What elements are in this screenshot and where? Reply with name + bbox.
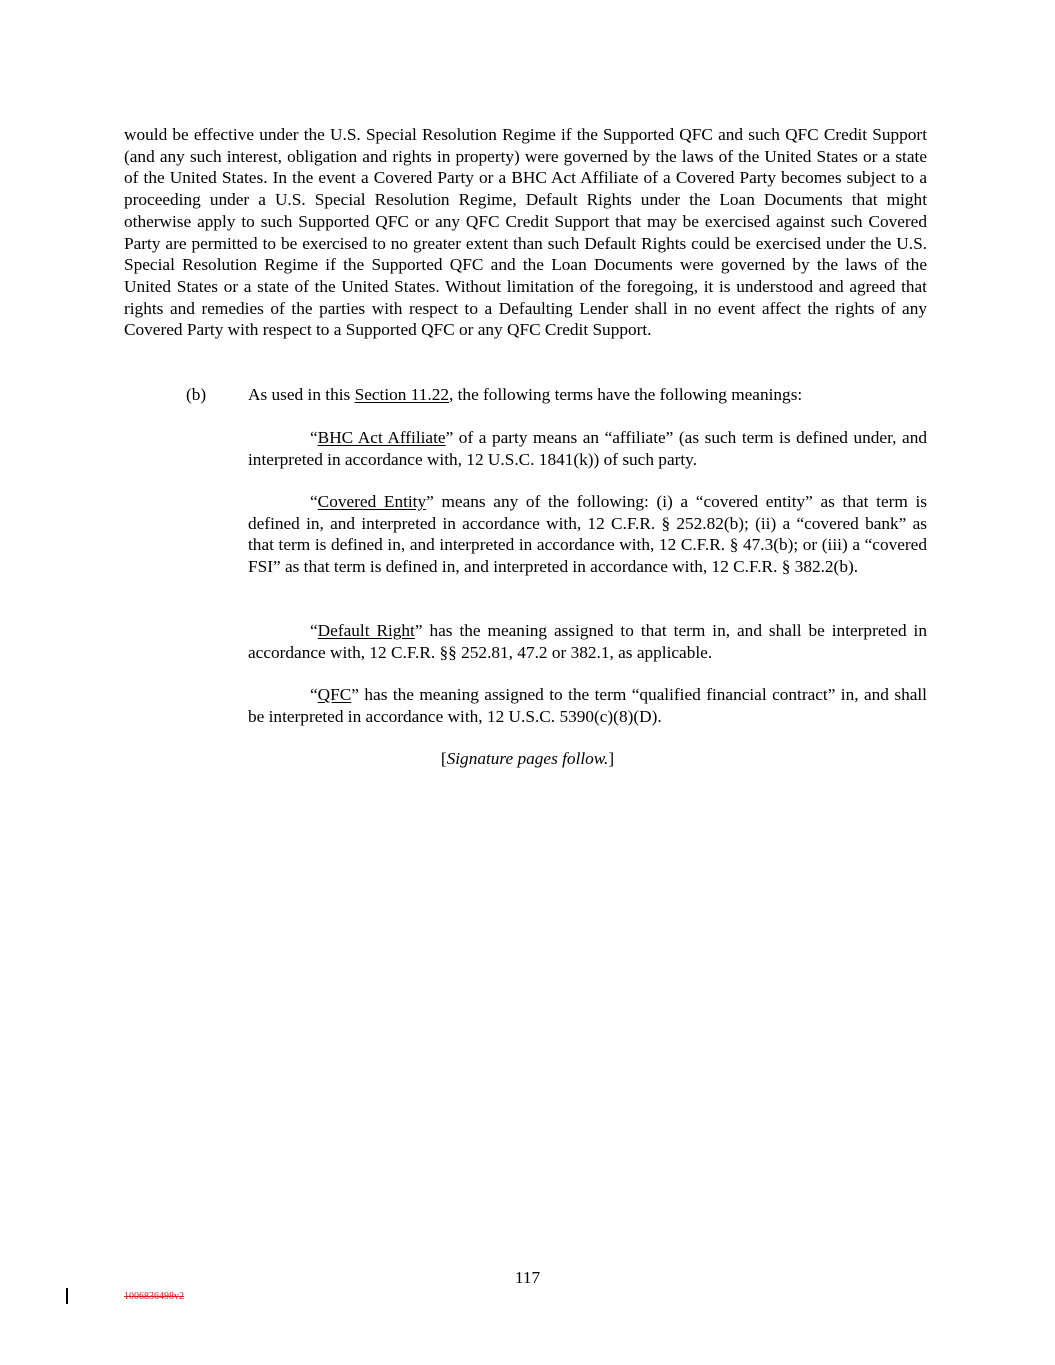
page-number: 117	[514, 1268, 541, 1287]
document-id: 1006836498v2	[124, 1291, 184, 1302]
subsection-marker: (b)	[186, 385, 207, 404]
definition-open-quote: “	[310, 685, 318, 704]
definition-term: QFC	[317, 685, 352, 704]
definition-body: ” has the meaning assigned to the term “qualified financial contract” in, and shall be interpreted in accordance with, 12 U.S.C. 5390(c)(8)(D).	[248, 685, 927, 726]
definition-qfc	[248, 684, 927, 727]
definition-open-quote: “	[310, 428, 318, 447]
signature-close-bracket: ]	[608, 749, 615, 768]
revision-change-bar	[66, 1288, 68, 1304]
subsection-text-after: , the following terms have the following meanings:	[448, 385, 803, 404]
subsection-text-before: As used in this	[248, 385, 355, 404]
definition-open-quote: “	[310, 621, 318, 640]
intro-paragraph: would be effective under the U.S. Special Resolution Regime if the Supported QFC and such QFC Credit Support (and any such interest, obligation and rights in property) were governed by the laws of the United States or a state of the United States. In the event a Covered Party or a BHC Act Affiliate of a Covered Party becomes subject to a proceeding under a U.S. Special Resolution Regime, Default Rights under the Loan Documents that might otherwise apply to such Supported QFC or any QFC Credit Support that may be exercised against such Covered Party are permitted to be exercised to no greater extent than such Default Rights could be exercised under the U.S. Special Resolution Regime if the Supported QFC and the Loan Documents were governed by the laws of the United States or a state of the United States. Without limitation of the foregoing, it is understood and agreed that rights and remedies of the parties with respect to a Defaulting Lender shall in no event affect the rights of any Covered Party with respect to a Supported QFC or any QFC Credit Support.	[124, 125, 927, 340]
signature-note-text: Signature pages follow.	[446, 749, 609, 768]
definition-term: Covered Entity	[317, 492, 427, 511]
definition-open-quote: “	[310, 492, 318, 511]
signature-open-bracket: [	[440, 749, 447, 768]
definition-default-right	[248, 620, 927, 663]
definition-body: ” has the meaning assigned to that term in, and shall be interpreted in accordance with, 12 C.F.R. §§ 252.81, 47.2 or 382.1, as applicable.	[248, 621, 927, 662]
definition-covered-entity	[248, 491, 927, 578]
definition-bhc-act-affiliate	[248, 427, 927, 470]
subsection-text	[248, 384, 802, 406]
definition-term: BHC Act Affiliate	[317, 428, 446, 447]
definition-body: ” of a party means an “affiliate” (as such term is defined under, and interpreted in accordance with, 12 U.S.C. 1841(k)) of such party.	[248, 428, 927, 469]
definition-term: Default Right	[317, 621, 415, 640]
definition-body: ” means any of the following: (i) a “covered entity” as that term is defined in, and interpreted in accordance with, 12 C.F.R. § 252.82(b); (ii) a “covered bank” as that term is defined in, and interpreted in accordance with, 12 C.F.R. § 47.3(b); or (iii) a “covered FSI” as that term is defined in, and interpreted in accordance with, 12 C.F.R. § 382.2(b).	[248, 492, 928, 577]
signature-pages-note	[0, 748, 1055, 770]
section-reference-link: Section 11.22	[354, 385, 449, 404]
